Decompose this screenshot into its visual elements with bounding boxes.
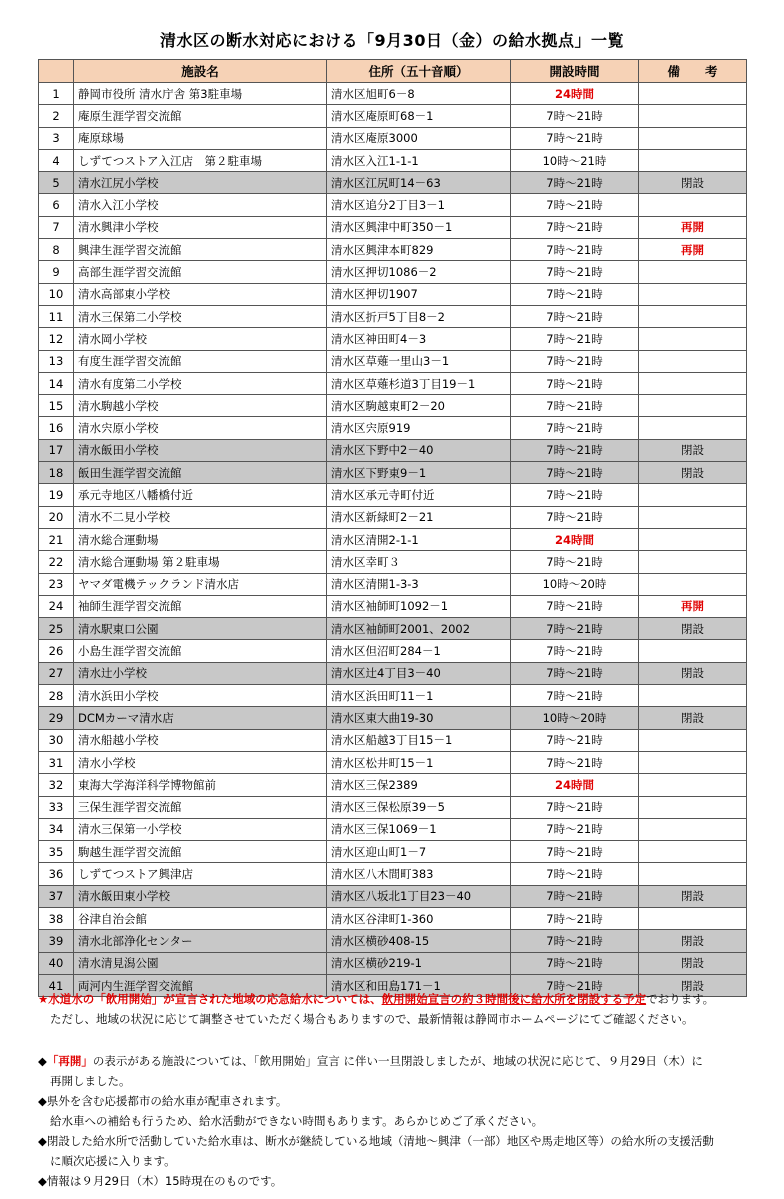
header-num — [39, 60, 74, 83]
cell-address: 清水区新緑町2－21 — [327, 506, 511, 528]
cell-address: 清水区神田町4－3 — [327, 328, 511, 350]
cell-number: 17 — [39, 439, 74, 461]
cell-notes — [639, 751, 747, 773]
table-row — [39, 172, 747, 194]
cell-number: 40 — [39, 952, 74, 974]
cell-notes: 閉設 — [639, 439, 747, 461]
cell-facility-name: 清水清見潟公園 — [74, 952, 327, 974]
cell-notes — [639, 328, 747, 350]
cell-facility-name: 清水三保第一小学校 — [74, 818, 327, 840]
table-row — [39, 417, 747, 439]
cell-address: 清水区庵原3000 — [327, 127, 511, 149]
cell-hours: 7時～21時 — [511, 841, 639, 863]
cell-hours: 7時～21時 — [511, 885, 639, 907]
cell-address: 清水区承元寺町付近 — [327, 484, 511, 506]
cell-notes: 再開 — [639, 216, 747, 238]
cell-hours: 7時～21時 — [511, 640, 639, 662]
cell-facility-name: 三保生涯学習交流館 — [74, 796, 327, 818]
cell-notes — [639, 283, 747, 305]
cell-address: 清水区三保2389 — [327, 774, 511, 796]
cell-number: 20 — [39, 506, 74, 528]
cell-number: 38 — [39, 907, 74, 929]
table-row — [39, 439, 747, 461]
table-row — [39, 216, 747, 238]
cell-hours: 7時～21時 — [511, 662, 639, 684]
cell-notes: 閉設 — [639, 662, 747, 684]
cell-number: 33 — [39, 796, 74, 818]
table-row — [39, 662, 747, 684]
cell-facility-name: 清水飯田小学校 — [74, 439, 327, 461]
cell-notes — [639, 372, 747, 394]
cell-facility-name: 清水宍原小学校 — [74, 417, 327, 439]
table-row — [39, 372, 747, 394]
cell-hours: 7時～21時 — [511, 395, 639, 417]
cell-address: 清水区船越3丁目15－1 — [327, 729, 511, 751]
cell-notes — [639, 729, 747, 751]
cell-facility-name: 承元寺地区八幡橋付近 — [74, 484, 327, 506]
water-supply-table — [38, 59, 747, 997]
cell-facility-name: 東海大学海洋科学博物館前 — [74, 774, 327, 796]
notes-section — [38, 989, 758, 1191]
table-row — [39, 283, 747, 305]
cell-hours: 7時～21時 — [511, 729, 639, 751]
cell-hours: 7時～21時 — [511, 439, 639, 461]
cell-hours: 24時間 — [511, 528, 639, 550]
cell-facility-name: 飯田生涯学習交流館 — [74, 462, 327, 484]
cell-hours: 7時～21時 — [511, 305, 639, 327]
cell-notes — [639, 395, 747, 417]
warning-line — [38, 989, 758, 1009]
table-row — [39, 305, 747, 327]
cell-number: 10 — [39, 283, 74, 305]
cell-notes: 閉設 — [639, 618, 747, 640]
cell-number: 3 — [39, 127, 74, 149]
warning-tail: でおります。 — [646, 992, 715, 1006]
table-row — [39, 774, 747, 796]
cell-hours: 7時～21時 — [511, 216, 639, 238]
cell-notes — [639, 127, 747, 149]
table-row — [39, 885, 747, 907]
table-row — [39, 573, 747, 595]
warning-line-2: ただし、地域の状況に応じて調整させていただく場合もありますので、最新情報は静岡市ホームページにてご確認ください。 — [50, 1012, 694, 1026]
table-row — [39, 930, 747, 952]
cell-hours: 7時～21時 — [511, 372, 639, 394]
cell-notes: 閉設 — [639, 885, 747, 907]
warning-underlined: 飲用開始宣言の約３時間後に給水所を閉設する予定 — [381, 992, 647, 1006]
table-row — [39, 841, 747, 863]
table-row — [39, 707, 747, 729]
cell-notes — [639, 774, 747, 796]
cell-hours: 24時間 — [511, 83, 639, 105]
table-row — [39, 751, 747, 773]
cell-notes: 閉設 — [639, 952, 747, 974]
cell-hours: 7時～21時 — [511, 751, 639, 773]
note-info-time: ◆情報は９月29日（木）15時現在のものです。 — [38, 1174, 283, 1188]
cell-hours: 7時～21時 — [511, 239, 639, 261]
cell-number: 13 — [39, 350, 74, 372]
cell-hours: 24時間 — [511, 774, 639, 796]
cell-hours: 7時～21時 — [511, 685, 639, 707]
header-hours: 開設時間 — [511, 60, 639, 83]
cell-hours: 7時～21時 — [511, 930, 639, 952]
cell-notes — [639, 796, 747, 818]
cell-notes — [639, 506, 747, 528]
cell-number: 26 — [39, 640, 74, 662]
cell-number: 9 — [39, 261, 74, 283]
cell-number: 2 — [39, 105, 74, 127]
bullet: ◆ — [38, 1054, 47, 1068]
cell-number: 1 — [39, 83, 74, 105]
cell-hours: 7時～21時 — [511, 907, 639, 929]
cell-notes: 閉設 — [639, 930, 747, 952]
cell-address: 清水区追分2丁目3－1 — [327, 194, 511, 216]
cell-address: 清水区草薙一里山3－1 — [327, 350, 511, 372]
cell-hours: 7時～21時 — [511, 194, 639, 216]
page-title: 清水区の断水対応における「9月30日（金）の給水拠点」一覧 — [160, 31, 624, 50]
cell-number: 32 — [39, 774, 74, 796]
cell-facility-name: 興津生涯学習交流館 — [74, 239, 327, 261]
cell-facility-name: 清水江尻小学校 — [74, 172, 327, 194]
table-row — [39, 462, 747, 484]
cell-number: 8 — [39, 239, 74, 261]
cell-hours: 7時～21時 — [511, 618, 639, 640]
table-row — [39, 261, 747, 283]
cell-number: 34 — [39, 818, 74, 840]
cell-notes: 閉設 — [639, 172, 747, 194]
cell-notes: 閉設 — [639, 974, 747, 996]
cell-facility-name: ヤマダ電機テックランド清水店 — [74, 573, 327, 595]
cell-number: 5 — [39, 172, 74, 194]
cell-address: 清水区宍原919 — [327, 417, 511, 439]
cell-hours: 7時～21時 — [511, 818, 639, 840]
cell-address: 清水区袖師町2001、2002 — [327, 618, 511, 640]
cell-facility-name: 庵原生涯学習交流館 — [74, 105, 327, 127]
cell-address: 清水区東大曲19-30 — [327, 707, 511, 729]
table-row — [39, 350, 747, 372]
cell-facility-name: しずてつストア入江店 第２駐車場 — [74, 149, 327, 171]
cell-address: 清水区迎山町1－7 — [327, 841, 511, 863]
table-row — [39, 685, 747, 707]
cell-hours: 7時～21時 — [511, 105, 639, 127]
table-row — [39, 907, 747, 929]
cell-number: 39 — [39, 930, 74, 952]
cell-hours: 7時～21時 — [511, 974, 639, 996]
cell-address: 清水区駒越東町2－20 — [327, 395, 511, 417]
cell-facility-name: 清水船越小学校 — [74, 729, 327, 751]
cell-address: 清水区下野中2－40 — [327, 439, 511, 461]
cell-address: 清水区江尻町14－63 — [327, 172, 511, 194]
cell-hours: 7時～21時 — [511, 283, 639, 305]
cell-address: 清水区興津中町350－1 — [327, 216, 511, 238]
cell-address: 清水区三保松原39－5 — [327, 796, 511, 818]
table-row — [39, 506, 747, 528]
cell-facility-name: DCMカーマ清水店 — [74, 707, 327, 729]
cell-notes: 再開 — [639, 239, 747, 261]
cell-address: 清水区袖師町1092－1 — [327, 595, 511, 617]
table-row — [39, 640, 747, 662]
cell-number: 22 — [39, 551, 74, 573]
cell-address: 清水区辻4丁目3－40 — [327, 662, 511, 684]
note-reopen — [38, 1051, 758, 1071]
cell-facility-name: 庵原球場 — [74, 127, 327, 149]
cell-notes — [639, 818, 747, 840]
cell-facility-name: 清水不二見小学校 — [74, 506, 327, 528]
table-row — [39, 818, 747, 840]
cell-hours: 7時～21時 — [511, 462, 639, 484]
cell-address: 清水区折戸5丁目8－2 — [327, 305, 511, 327]
table-row — [39, 729, 747, 751]
cell-address: 清水区松井町15－1 — [327, 751, 511, 773]
cell-address: 清水区三保1069－1 — [327, 818, 511, 840]
cell-facility-name: 清水高部東小学校 — [74, 283, 327, 305]
table-row — [39, 551, 747, 573]
cell-facility-name: 清水三保第二小学校 — [74, 305, 327, 327]
cell-address: 清水区幸町３ — [327, 551, 511, 573]
note-trucks: ◆県外を含む応援都市の給水車が配車されます。 — [38, 1094, 288, 1108]
cell-notes — [639, 528, 747, 550]
cell-facility-name: 小島生涯学習交流館 — [74, 640, 327, 662]
cell-address: 清水区八木間町383 — [327, 863, 511, 885]
cell-notes: 閉設 — [639, 462, 747, 484]
cell-address: 清水区横砂408-15 — [327, 930, 511, 952]
cell-number: 6 — [39, 194, 74, 216]
cell-hours: 10時～20時 — [511, 573, 639, 595]
cell-number: 36 — [39, 863, 74, 885]
table-row — [39, 952, 747, 974]
cell-facility-name: 清水浜田小学校 — [74, 685, 327, 707]
cell-number: 25 — [39, 618, 74, 640]
cell-address: 清水区押切1086－2 — [327, 261, 511, 283]
table-row — [39, 796, 747, 818]
cell-notes — [639, 261, 747, 283]
cell-facility-name: 清水総合運動場 — [74, 528, 327, 550]
table-row — [39, 595, 747, 617]
note-support: ◆閉設した給水所で活動していた給水車は、断水が継続している地域（清地～興津（一部）地区や馬走地区等）の給水所の支援活動 — [38, 1134, 714, 1148]
cell-hours: 10時～20時 — [511, 707, 639, 729]
cell-address: 清水区庵原町68－1 — [327, 105, 511, 127]
cell-address: 清水区但沼町284－1 — [327, 640, 511, 662]
table-row — [39, 239, 747, 261]
cell-address: 清水区旭町6－8 — [327, 83, 511, 105]
cell-number: 30 — [39, 729, 74, 751]
cell-facility-name: 両河内生涯学習交流館 — [74, 974, 327, 996]
note-trucks-2: 給水車への補給も行うため、給水活動ができない時間もあります。あらかじめご了承ください。 — [50, 1114, 544, 1128]
table-body — [39, 83, 747, 997]
cell-number: 29 — [39, 707, 74, 729]
cell-hours: 7時～21時 — [511, 952, 639, 974]
cell-address: 清水区押切1907 — [327, 283, 511, 305]
cell-notes — [639, 685, 747, 707]
table-row — [39, 83, 747, 105]
cell-hours: 7時～21時 — [511, 551, 639, 573]
header-notes: 備 考 — [639, 60, 747, 83]
cell-facility-name: 清水小学校 — [74, 751, 327, 773]
cell-address: 清水区清開1-3-3 — [327, 573, 511, 595]
cell-notes — [639, 350, 747, 372]
cell-hours: 7時～21時 — [511, 127, 639, 149]
cell-number: 14 — [39, 372, 74, 394]
cell-address: 清水区八坂北1丁目23－40 — [327, 885, 511, 907]
table-row — [39, 395, 747, 417]
table-row — [39, 863, 747, 885]
cell-notes — [639, 907, 747, 929]
cell-facility-name: 清水北部浄化センター — [74, 930, 327, 952]
cell-facility-name: 袖師生涯学習交流館 — [74, 595, 327, 617]
cell-notes — [639, 484, 747, 506]
warning-text: ★水道水の「飲用開始」が宣言された地域の応急給水については、 — [38, 992, 382, 1006]
cell-number: 16 — [39, 417, 74, 439]
cell-notes — [639, 149, 747, 171]
cell-hours: 7時～21時 — [511, 328, 639, 350]
cell-number: 28 — [39, 685, 74, 707]
cell-address: 清水区清開2-1-1 — [327, 528, 511, 550]
note-reopen-text: の表示がある施設については、「飲用開始」宣言 に伴い一旦閉設しましたが、地域の状況に応じて、９月29日（木）に — [92, 1054, 703, 1068]
cell-number: 35 — [39, 841, 74, 863]
cell-hours: 7時～21時 — [511, 863, 639, 885]
table-row — [39, 484, 747, 506]
cell-hours: 7時～21時 — [511, 417, 639, 439]
note-reopen-2: 再開しました。 — [50, 1074, 131, 1088]
cell-notes — [639, 417, 747, 439]
cell-hours: 7時～21時 — [511, 506, 639, 528]
cell-number: 31 — [39, 751, 74, 773]
cell-address: 清水区入江1-1-1 — [327, 149, 511, 171]
cell-number: 18 — [39, 462, 74, 484]
cell-address: 清水区横砂219-1 — [327, 952, 511, 974]
cell-number: 41 — [39, 974, 74, 996]
cell-notes: 閉設 — [639, 707, 747, 729]
table-row — [39, 127, 747, 149]
cell-address: 清水区興津本町829 — [327, 239, 511, 261]
cell-address: 清水区和田島171－1 — [327, 974, 511, 996]
cell-notes — [639, 83, 747, 105]
cell-facility-name: しずてつストア興津店 — [74, 863, 327, 885]
header-name: 施設名 — [74, 60, 327, 83]
cell-number: 15 — [39, 395, 74, 417]
cell-number: 24 — [39, 595, 74, 617]
cell-facility-name: 谷津自治会館 — [74, 907, 327, 929]
cell-hours: 10時～21時 — [511, 149, 639, 171]
cell-facility-name: 有度生涯学習交流館 — [74, 350, 327, 372]
table-header-row — [39, 60, 747, 83]
cell-number: 11 — [39, 305, 74, 327]
cell-number: 27 — [39, 662, 74, 684]
cell-facility-name: 清水有度第二小学校 — [74, 372, 327, 394]
cell-number: 7 — [39, 216, 74, 238]
cell-facility-name: 清水辻小学校 — [74, 662, 327, 684]
cell-facility-name: 清水総合運動場 第２駐車場 — [74, 551, 327, 573]
cell-facility-name: 清水入江小学校 — [74, 194, 327, 216]
cell-number: 21 — [39, 528, 74, 550]
cell-hours: 7時～21時 — [511, 261, 639, 283]
cell-notes — [639, 573, 747, 595]
cell-address: 清水区下野東9－1 — [327, 462, 511, 484]
cell-address: 清水区草薙杉道3丁目19－1 — [327, 372, 511, 394]
cell-hours: 7時～21時 — [511, 484, 639, 506]
cell-facility-name: 駒越生涯学習交流館 — [74, 841, 327, 863]
cell-number: 23 — [39, 573, 74, 595]
table-row — [39, 528, 747, 550]
cell-facility-name: 清水興津小学校 — [74, 216, 327, 238]
cell-notes: 再開 — [639, 595, 747, 617]
cell-notes — [639, 551, 747, 573]
cell-number: 19 — [39, 484, 74, 506]
cell-notes — [639, 640, 747, 662]
cell-facility-name: 清水駅東口公園 — [74, 618, 327, 640]
cell-notes — [639, 305, 747, 327]
cell-number: 37 — [39, 885, 74, 907]
cell-facility-name: 高部生涯学習交流館 — [74, 261, 327, 283]
cell-address: 清水区浜田町11－1 — [327, 685, 511, 707]
cell-facility-name: 静岡市役所 清水庁舎 第3駐車場 — [74, 83, 327, 105]
cell-notes — [639, 105, 747, 127]
cell-number: 12 — [39, 328, 74, 350]
table-row — [39, 618, 747, 640]
cell-notes — [639, 863, 747, 885]
cell-hours: 7時～21時 — [511, 172, 639, 194]
cell-number: 4 — [39, 149, 74, 171]
note-support-2: に順次応援に入ります。 — [50, 1154, 176, 1168]
cell-address: 清水区谷津町1-360 — [327, 907, 511, 929]
cell-hours: 7時～21時 — [511, 796, 639, 818]
cell-facility-name: 清水駒越小学校 — [74, 395, 327, 417]
cell-hours: 7時～21時 — [511, 350, 639, 372]
cell-facility-name: 清水岡小学校 — [74, 328, 327, 350]
cell-notes — [639, 841, 747, 863]
table-row — [39, 328, 747, 350]
table-row — [39, 194, 747, 216]
cell-facility-name: 清水飯田東小学校 — [74, 885, 327, 907]
reopen-label: 「再開」 — [46, 1054, 93, 1068]
header-address: 住所（五十音順） — [327, 60, 511, 83]
table-row — [39, 149, 747, 171]
cell-hours: 7時～21時 — [511, 595, 639, 617]
cell-notes — [639, 194, 747, 216]
table-row — [39, 105, 747, 127]
